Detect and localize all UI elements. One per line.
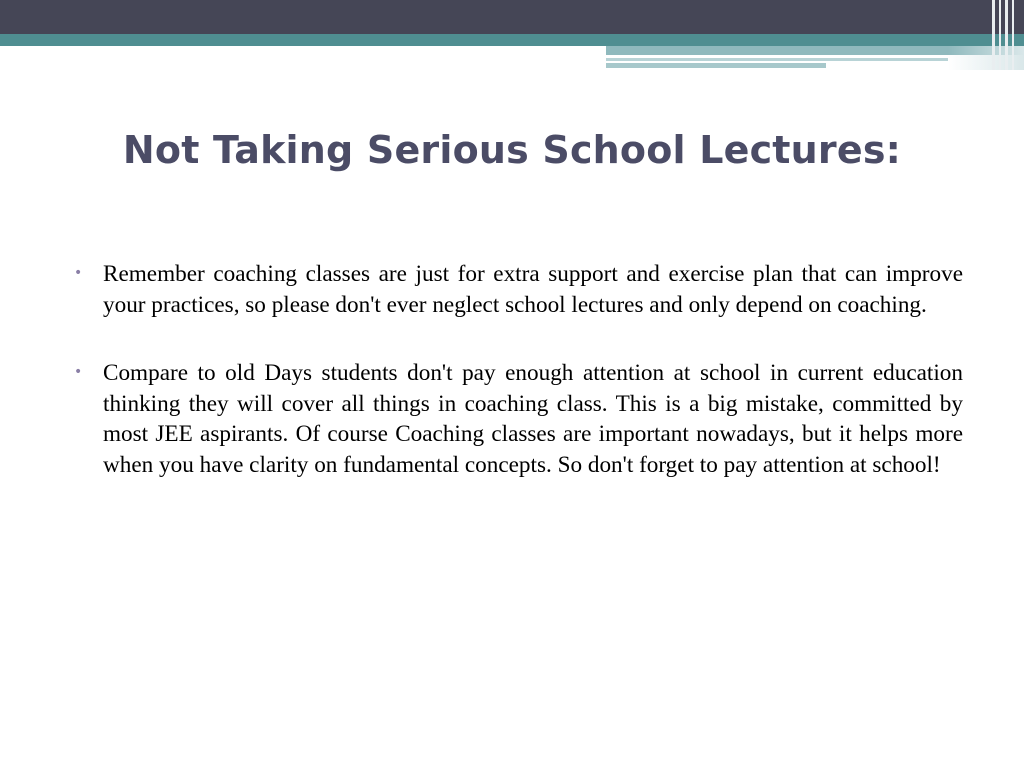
header-dark-band	[0, 0, 1024, 34]
bullet-item	[74, 358, 963, 480]
header-teal-band	[0, 34, 1024, 46]
bullet-marker: •	[74, 265, 83, 281]
header-stripe	[1012, 0, 1014, 70]
bullet-text: Compare to old Days students don't pay enough attention at school in current education thinking they will cover all things in coaching class. This is a big mistake, committed by most JEE aspirants. Of course Coaching classes are important nowadays, but it helps more when you have clarity on fundamental concepts. So don't forget to pay attention at school!	[103, 360, 963, 478]
header-stripe	[999, 0, 1001, 70]
header-stripes	[990, 0, 1024, 70]
header-stripe	[992, 0, 995, 70]
slide-title: Not Taking Serious School Lectures:	[122, 128, 902, 172]
bullet-text: Remember coaching classes are just for extra support and exercise plan that can improve your practices, so please don't ever neglect school lectures and only depend on coaching.	[103, 261, 963, 318]
header-stripe	[1005, 0, 1008, 70]
header-accent-line	[606, 58, 948, 61]
bullet-item	[74, 259, 963, 320]
header-accent-line-short	[606, 63, 826, 68]
bullet-list	[74, 259, 963, 519]
bullet-marker: •	[74, 364, 83, 381]
